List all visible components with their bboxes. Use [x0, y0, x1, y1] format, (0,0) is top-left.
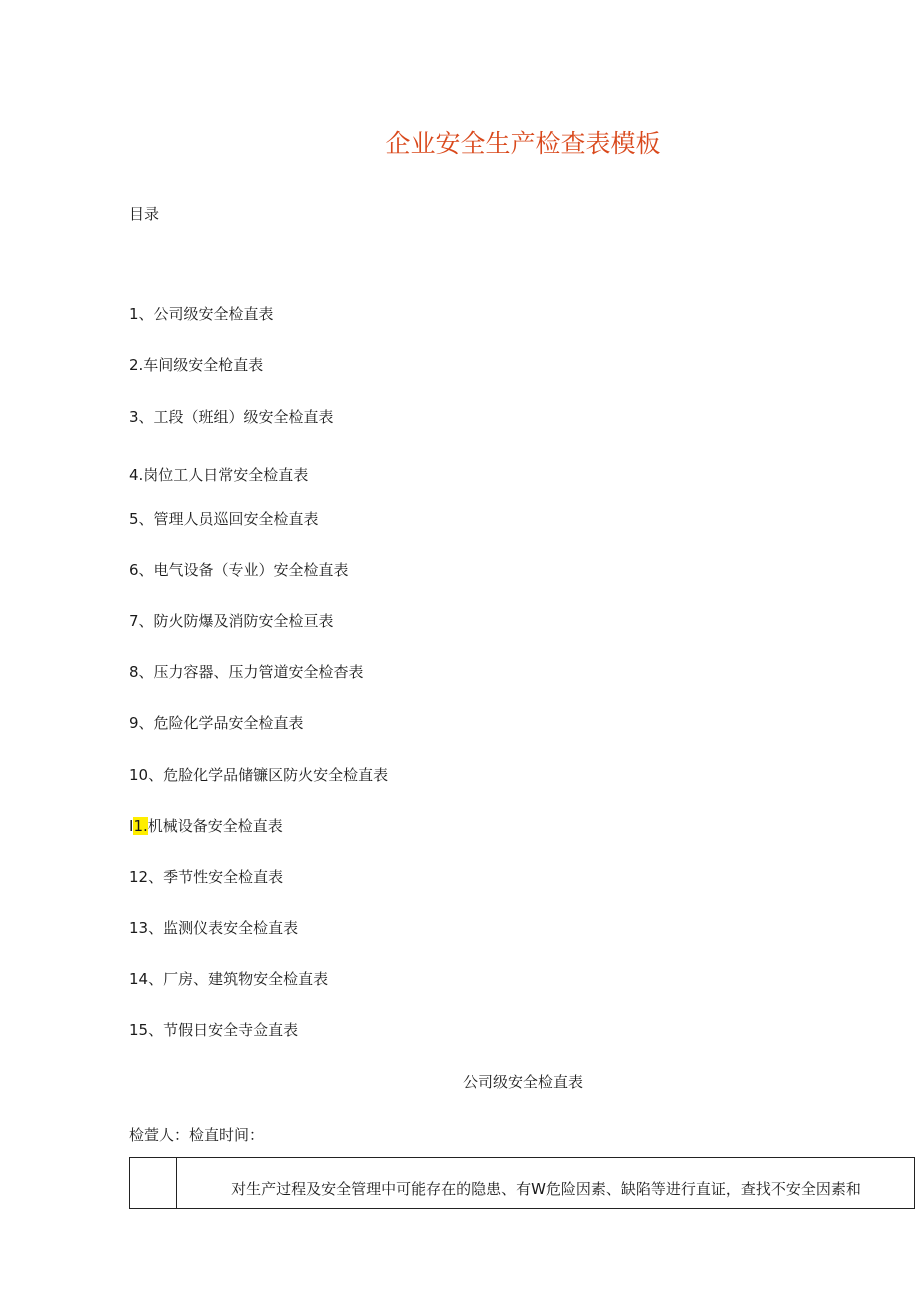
document-title: 企业安全生产检查表模板: [385, 129, 661, 158]
checklist-table: [129, 1157, 915, 1209]
toc-item-1: 1、公司级安全检直表: [129, 305, 274, 323]
toc-item-11: [129, 816, 283, 836]
toc-item-9: 9、危险化学品安全检直表: [129, 714, 304, 732]
toc-item-13: 13、监测仪表安全检直表: [129, 919, 299, 937]
toc-item-10: 10、危脸化学品储镰区防火安全检直表: [129, 766, 389, 784]
toc-item-12: 12、季节性安全检直表: [129, 868, 284, 886]
toc-item-4: 4.岗位工人日常安全检直表: [129, 466, 309, 484]
toc-item-15: 15、节假日安全寺佥直表: [129, 1021, 299, 1039]
toc-item-8: 8、压力容器、压力管道安全检杳表: [129, 663, 364, 681]
table-cell-index: [130, 1158, 177, 1208]
toc-item-3: 3、工段（班组）级安全检直表: [129, 408, 334, 426]
toc-heading: 目录: [129, 205, 160, 223]
section-title: 公司级安全检直表: [462, 1073, 583, 1091]
toc-item-2: 2.车间级安全枪直表: [129, 356, 264, 374]
toc-item-14: 14、厂房、建筑物安全检直表: [129, 970, 329, 988]
toc-item-5: 5、管理人员巡回安全检直表: [129, 510, 319, 528]
table-cell-text: 对生产过程及安全管理中可能存在的隐患、有W危险因素、缺陷等进行直证，查找不安全因素和: [231, 1180, 861, 1198]
inspector-time-line: 检萱人：检直时间：: [129, 1126, 265, 1144]
toc-item-11-label: 机械设备安全检直表: [147, 817, 283, 835]
toc-item-7: 7、防火防爆及消防安全检亘表: [129, 612, 334, 630]
toc-item-6: 6、电气设备（专业）安全检直表: [129, 561, 349, 579]
toc-item-11-prefix: I: [129, 817, 134, 835]
toc-item-11-highlight: 1.: [133, 817, 148, 835]
